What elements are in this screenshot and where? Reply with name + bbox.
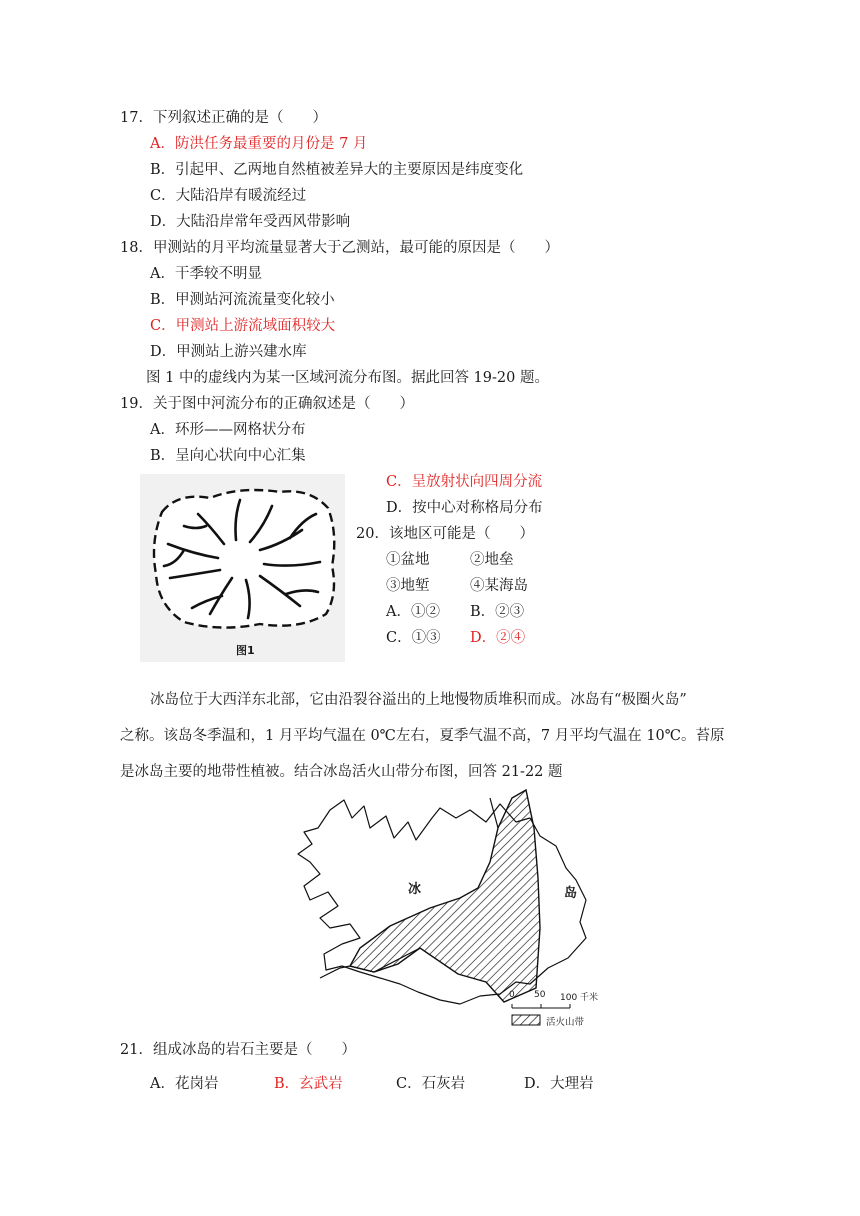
q18-option-a: A．干季较不明显 [150,266,262,282]
q20-item-2: ②地垒 [470,552,514,568]
q17-stem: 17．下列叙述正确的是（ ） [120,110,327,126]
figure-1-radial-rivers [140,474,345,662]
scale-tick-0: 0 [509,990,515,1000]
map-label-right: 岛 [564,886,578,901]
passage-line-2: 之称。该岛冬季温和，1 月平均气温在 0℃左右，夏季气温不高，7 月平均气温在 10℃。苔原 [120,728,725,744]
q21-option-d: D．大理岩 [524,1076,594,1092]
q19-option-c: C．呈放射状向四周分流 [386,474,543,490]
q17-option-a: A．防洪任务最重要的月份是 7 月 [150,136,368,152]
q20-option-a: A．①② [386,604,440,620]
iceland-coastline [298,800,586,1004]
q20-option-b: B．②③ [470,604,525,620]
q20-item-4: ④某海岛 [470,578,528,594]
legend-label: 活火山带 [546,1017,585,1028]
q20-item-3: ③地堑 [386,578,430,594]
q18-option-c: C．甲测站上游流域面积较大 [150,318,336,334]
q21-stem: 21．组成冰岛的岩石主要是（ ） [120,1042,356,1058]
q17-option-d: D．大陆沿岸常年受西风带影响 [150,214,351,230]
q20-item-1: ①盆地 [386,552,430,568]
q20-stem: 20．该地区可能是（ ） [356,526,534,542]
q18-stem: 18．甲测站的月平均流量显著大于乙测站，最可能的原因是（ ） [120,240,559,256]
scale-tick-100: 100 千米 [560,993,599,1003]
iceland-map-drawing [290,788,600,1032]
q21-option-b: B．玄武岩 [274,1076,343,1092]
q20-option-c: C．①③ [386,630,441,646]
intro-19-20: 图 1 中的虚线内为某一区域河流分布图。据此回答 19-20 题。 [146,370,549,386]
q17-option-b: B．引起甲、乙两地自然植被差异大的主要原因是纬度变化 [150,162,524,178]
q20-option-d: D．②④ [470,630,526,646]
q21-option-c: C．石灰岩 [396,1076,466,1092]
passage-line-1: 冰岛位于大西洋东北部，它由沿裂谷溢出的上地慢物质堆积而成。冰岛有“极圈火岛” [150,692,687,708]
q19-option-d: D．按中心对称格局分布 [386,500,543,516]
figure-1-caption: 图1 [236,644,255,657]
q17-option-c: C．大陆沿岸有暖流经过 [150,188,307,204]
q21-option-a: A．花岗岩 [150,1076,219,1092]
q18-option-d: D．甲测站上游兴建水库 [150,344,307,360]
q19-option-a: A．环形——网格状分布 [150,422,306,438]
legend-hatch-swatch [512,1015,540,1025]
q19-option-b: B．呈向心状向中心汇集 [150,448,306,464]
figure-1-drawing [140,474,345,662]
passage-line-3: 是冰岛主要的地带性植被。结合冰岛活火山带分布图，回答 21-22 题 [120,764,563,780]
q18-option-b: B．甲测站河流流量变化较小 [150,292,335,308]
scale-tick-50: 50 [534,990,546,1000]
q19-stem: 19．关于图中河流分布的正确叙述是（ ） [120,396,414,412]
iceland-volcanic-belt-map [290,788,600,1032]
map-label-left: 冰 [408,882,422,897]
